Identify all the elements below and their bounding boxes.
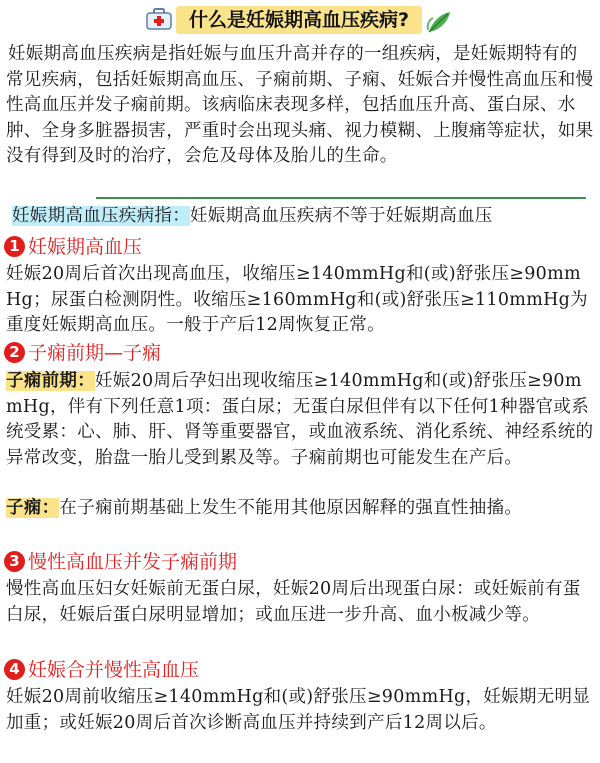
section-title: 子痫前期—子痫: [28, 342, 162, 364]
term-eclampsia: 子痫：: [6, 498, 60, 518]
eclampsia-text: 在子痫前期基础上发生不能用其他原因解释的强直性抽搐。: [59, 498, 523, 518]
section-heading-2: [4, 340, 161, 366]
number-badge: 3: [4, 551, 25, 572]
reference-note: [12, 204, 596, 229]
number-badge: 2: [4, 342, 25, 363]
section-title: 妊娠期高血压: [28, 236, 143, 258]
intro-paragraph: 妊娠期高血压疾病是指妊娠与血压升高并存的一组疾病，是妊娠期特有的常见疾病，包括妊娠期高血压、子痫前期、子痫、妊娠合并慢性高血压和慢性高血压并发子痫前期。该病临床表现多样，包括血压升高、蛋白尿、水肿、全身多脏器损害，严重时会出现头痛、视力模糊、上腹痛等症状，如果没有得到及时的治疗，会危及母体及胎儿的生命。: [6, 44, 594, 166]
reference-label: 妊娠期高血压疾病指：: [12, 206, 190, 226]
section-heading-3: [4, 549, 237, 575]
section-body-1: 妊娠20周后首次出现高血压，收缩压≥140mmHg和(或)舒张压≥90mmHg；尿蛋白检测阴性。收缩压≥160mmHg和(或)舒张压≥110mmHg为重度妊娠期高血压。一般于产后12周恢复正常。: [6, 264, 588, 335]
section-body-4: 妊娠20周前收缩压≥140mmHg和(或)舒张压≥90mmHg，妊娠期无明显加重；或妊娠20周后首次诊断高血压并持续到产后12周以后。: [6, 687, 591, 733]
section-body-2a: [6, 369, 594, 471]
number-badge: 1: [4, 236, 25, 257]
section-body-2b: [6, 496, 594, 522]
section-heading-4: [4, 657, 199, 683]
first-aid-kit-icon: [146, 8, 172, 30]
term-preeclampsia: 子痫前期：: [6, 371, 95, 391]
section-heading-1: [4, 234, 142, 260]
section-title: 慢性高血压并发子痫前期: [28, 551, 238, 573]
page-title: 什么是妊娠期高血压疾病?: [176, 6, 422, 34]
reference-text: 妊娠期高血压疾病不等于妊娠期高血压: [190, 206, 493, 226]
section-body-3: 慢性高血压妇女妊娠前无蛋白尿，妊娠20周后出现蛋白尿：或妊娠前有蛋白尿，妊娠后蛋白尿明显增加；或血压进一步升高、血小板减少等。: [6, 579, 581, 625]
number-badge: 4: [4, 659, 25, 680]
title-row: [0, 6, 600, 38]
leaf-icon: [426, 10, 452, 34]
section-title: 妊娠合并慢性高血压: [28, 659, 200, 681]
preeclampsia-text: 妊娠20周后孕妇出现收缩压≥140mmHg和(或)舒张压≥90mmHg，伴有下列任意1项：蛋白尿；无蛋白尿但伴有以下任何1种器官或系统受累：心、肺、肝、肾等重要器官，或血液系统、消化系统、神经系统的异常改变，胎盘一胎儿受到累及等。子痫前期也可能发生在产后。: [6, 371, 594, 468]
divider: [96, 197, 586, 199]
